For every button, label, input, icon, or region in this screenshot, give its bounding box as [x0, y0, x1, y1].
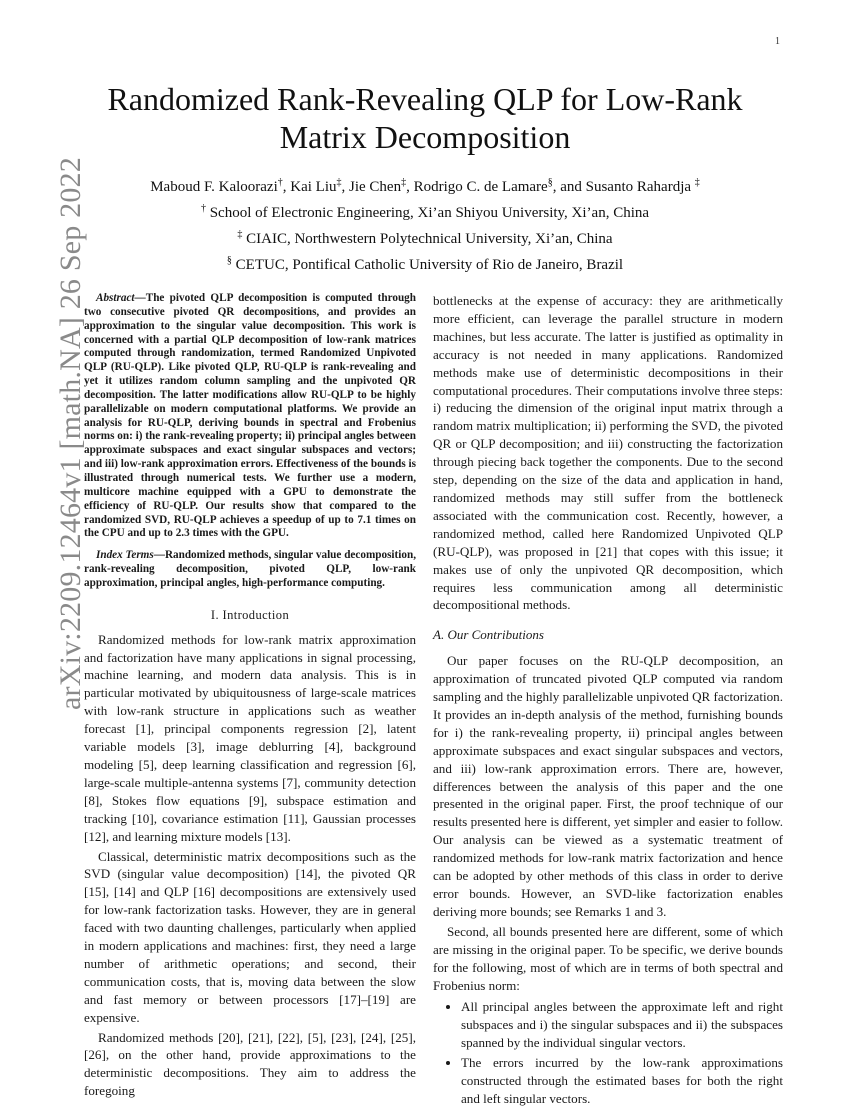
page-number: 1: [775, 36, 780, 47]
affiliation-mark: §: [547, 177, 553, 188]
left-column: [84, 292, 416, 1100]
affiliation-line: [60, 250, 790, 276]
subsection-heading-contributions: A. Our Contributions: [433, 627, 544, 643]
section-heading-introduction: I. Introduction: [210, 607, 290, 622]
author-name: , Kai Liu: [282, 179, 337, 195]
author-name: Maboud F. Kaloorazi: [150, 179, 278, 195]
list-item: • All principal angles between the approximate left and right subspaces and i) the singular subspaces and ii) the subspaces spanned by the individual singular vectors.: [461, 998, 783, 1052]
abstract-text: —The pivoted QLP decomposition is computed through two consecutive pivoted QR decompositions, and provides an approximation to the singular value decomposition. This work is concerned with a partial QLP decomposition of low-rank matrices computed through randomization, termed Randomized Unpivoted QLP (RU-QLP). Like pivoted QLP, RU-QLP is rank-revealing and yet it utilizes random column sampling and the unpivoted QR decomposition. The latter modifications allow RU-QLP to be highly parallelizable on modern computational platforms. We provide an analysis for RU-QLP, deriving bounds in spectral and Frobenius norms on: i) the rank-revealing property; ii) principal angles between approximate subspaces and exact singular subspaces and vectors; and iii) low-rank approximation errors. Effectiveness of the bounds is illustrated through numerical tests. We further use a modern, multicore machine equipped with a GPU to demonstrate the efficiency of RU-QLP. Our results show that compared to the randomized SVD, RU-QLP achieves a speedup of up to 7.1 times on the CPU and up to 2.3 times with the GPU.: [84, 292, 416, 540]
affiliation-mark: ‡: [336, 177, 342, 188]
intro-continuation: bottlenecks at the expense of accuracy: they are arithmetically more efficient, can leverage the parallel structure in modern machines, but less accurate. The latter is justified as optimality in accuracy is not needed in many applications. Randomized methods make use of deterministic decompositions in their computational procedures. Their computations involve three steps: i) reducing the dimension of the original input matrix through a random matrix multiplication; ii) performing the SVD, the pivoted QR or QLP decomposition; and iii) constructing the factorization through piecing back together the components. Due to the second step, depending on the size of the data and application in hand, randomized methods may still suffer from the bottleneck associated with the communication cost. Recently, however, a randomized method, called here Randomized Unpivoted QLP (RU-QLP), was proposed in [21] that copes with this issue; it makes use of only the unpivoted QR decomposition, which requires less communication among all deterministic decompositional methods.: [433, 293, 783, 613]
abstract: [84, 292, 416, 541]
index-terms-text: —Randomized methods, singular value decomposition, rank-revealing decomposition, pivoted QLP, low-rank approximation, principal angles, high-performance computing.: [84, 549, 416, 589]
author-list: [60, 172, 790, 198]
list-item: • The errors incurred by the low-rank approximations constructed through the estimated bases for both the right and left singular vectors.: [461, 1054, 783, 1108]
right-column: [433, 292, 783, 1110]
affiliation-line: [60, 224, 790, 250]
title-line-1: Randomized Rank-Revealing QLP for Low-Rank: [107, 81, 743, 117]
author-name: , and Susanto Rahardja: [552, 179, 695, 195]
contributions-paragraph: Second, all bounds presented here are different, some of which are missing in the original paper. To be specific, we derive bounds for the following, most of which are in terms of both spectral and Frobenius norm:: [433, 923, 783, 993]
affiliation-text: CETUC, Pontifical Catholic University of Rio de Janeiro, Brazil: [231, 257, 624, 273]
affiliation-line: [60, 198, 790, 224]
intro-paragraph: Classical, deterministic matrix decompositions such as the SVD (singular value decomposition) [14], the pivoted QR [15], [14] and QLP [16] decompositions are extensively used for low-rank factorization tasks. However, they are in general faced with two daunting challenges, particularly when applied in modern applications and machines: first, they need a large number of arithmetic operations; and second, their communication costs, that is, moving data between the slow and fast memory or between processors [17]–[19] are expensive.: [84, 848, 416, 1025]
author-block: [60, 172, 790, 276]
contributions-list: [433, 998, 783, 1107]
contributions-paragraph: Our paper focuses on the RU-QLP decomposition, an approximation of truncated pivoted QLP computed via random sampling and the highly parallelizable unpivoted QR factorization. It provides an in-depth analysis of the method, furnishing bounds for i) the rank-revealing property, ii) principal angles between approximate subspaces and exact singular subspaces and vectors, and iii) low-rank approximation errors. There are, however, differences between the analysis of this paper and the one presented in the original paper. First, the proof technique of our results presented here is different, yet simpler and easier to follow. Our analysis can be viewed as a systematic treatment of randomized methods for low-rank matrix factorization and hence can be adopted by other methods of this class in order to derive error bounds. However, an SVD-like factorization enables deriving more bounds; see Remarks 1 and 3.: [433, 653, 783, 919]
affiliation-mark: †: [277, 177, 283, 188]
intro-paragraph: Randomized methods [20], [21], [22], [5], [23], [24], [25], [26], on the other hand, provide approximations to the deterministic decompositions. They aim to address the foregoing: [84, 1029, 416, 1099]
index-terms: [84, 549, 416, 591]
affiliation-mark: ‡: [237, 229, 243, 240]
author-name: , Rodrigo C. de Lamare: [406, 179, 548, 195]
author-name: , Jie Chen: [341, 179, 402, 195]
index-terms-lead: Index Terms: [96, 549, 154, 562]
abstract-lead: Abstract: [96, 292, 135, 304]
affiliation-mark: †: [200, 203, 206, 214]
affiliation-text: School of Electronic Engineering, Xi’an Shiyou University, Xi’an, China: [205, 205, 650, 221]
title-line-2: Matrix Decomposition: [279, 119, 571, 155]
affiliation-mark: ‡: [694, 177, 700, 188]
affiliation-mark: ‡: [401, 177, 407, 188]
intro-paragraph: Randomized methods for low-rank matrix approximation and factorization have many applications in signal processing, machine learning, and modern data analysis. This is in particular motivated by ubiquitousness of large-scale matrices with low-rank structure in applications such as weather forecast [1], principal components regression [2], latent variable models [3], image deblurring [4], background modeling [5], deep learning classification and regression [6], large-scale multiple-antenna systems [7], community detection [8], Stokes flow equations [9], subspace estimation and tracking [10], covariance estimation [11], Gaussian processes [12], and learning mixture models [13].: [84, 631, 416, 844]
arxiv-stamp: arXiv:2209.12464v1 [math.NA] 26 Sep 2022: [54, 157, 87, 710]
affiliation-text: CIAIC, Northwestern Polytechnical University, Xi’an, China: [242, 231, 613, 247]
affiliation-mark: §: [226, 255, 232, 266]
paper-title: [60, 80, 790, 156]
